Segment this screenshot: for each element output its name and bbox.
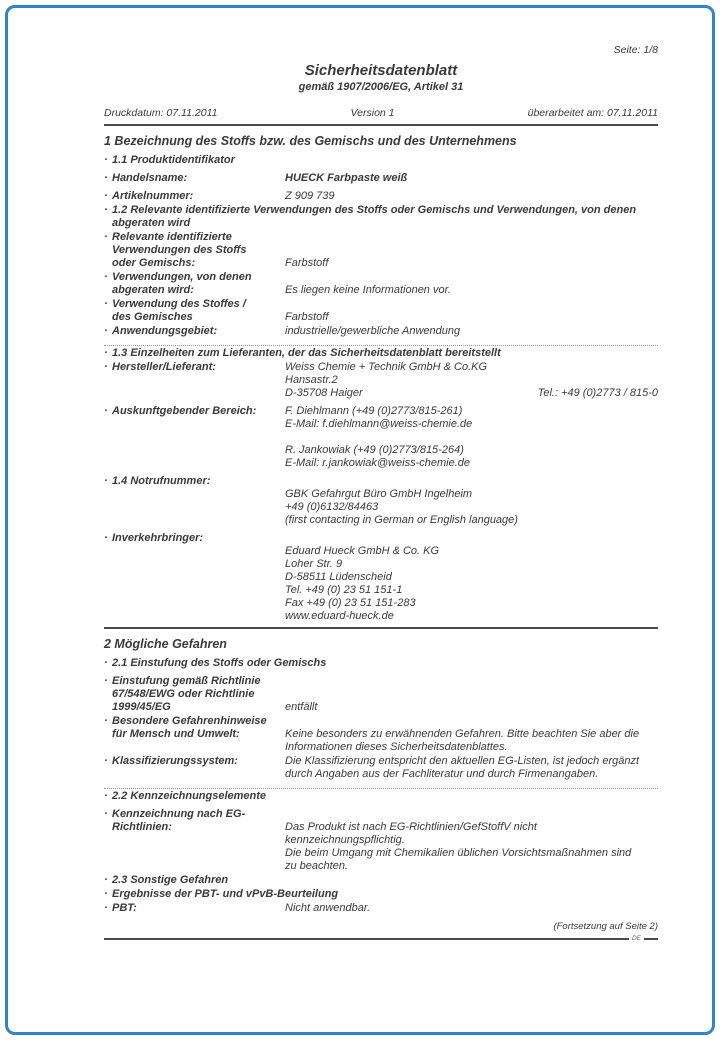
subsection-heading — [104, 790, 658, 803]
heading-text: 2.2 Kennzeichnungselemente — [112, 790, 267, 802]
kv-value-line: R. Jankowiak (+49 (0)2773/815-264) — [285, 444, 464, 456]
section-heading: 2 Mögliche Gefahren — [104, 637, 227, 651]
kv-label — [112, 715, 285, 754]
kv-value-line: Weiss Chemie + Technik GmbH & Co.KG — [285, 361, 488, 373]
kv-label-line: · Verwendung des Stoffes / — [112, 298, 246, 310]
kv-row — [104, 271, 658, 297]
kv-label-line: Richtlinien: — [112, 821, 172, 833]
kv-label — [112, 325, 285, 338]
kv-label-line: · Artikelnummer: — [112, 190, 194, 202]
right-note: Tel.: +49 (0)2773 / 815-0 — [537, 387, 658, 399]
kv-label-line: · Handelsname: — [112, 172, 188, 184]
kv-row — [104, 902, 658, 915]
kv-value-line: GBK Gefahrgut Büro GmbH Ingelheim — [285, 488, 473, 500]
kv-row — [104, 231, 658, 270]
kv-row — [104, 532, 658, 623]
kv-value-line: entfällt — [285, 701, 318, 713]
page-title: Sicherheitsdatenblatt — [304, 62, 458, 79]
kv-value-line: F. Diehlmann (+49 (0)2773/815-261) — [285, 405, 463, 417]
kv-label-line: 1999/45/EG — [112, 701, 171, 713]
kv-value-line: Die beim Umgang mit Chemikalien üblichen Vorsichtsmaßnahmen sind — [285, 847, 632, 859]
kv-value-line: Hansastr.2 — [285, 374, 338, 386]
kv-row — [104, 361, 658, 400]
section-heading: 1 Bezeichnung des Stoffs bzw. des Gemischs und des Unternehmens — [104, 134, 517, 148]
kv-value-line — [285, 808, 658, 821]
kv-value-line: E-Mail: r.jankowiak@weiss-chemie.de — [285, 457, 470, 469]
footer-rule-end — [644, 938, 658, 940]
kv-label-line: · Klassifizierungssystem: — [112, 755, 238, 767]
kv-label — [112, 475, 285, 527]
kv-row — [104, 298, 658, 324]
kv-value-line — [285, 532, 658, 545]
kv-value-line: Nicht anwendbar. — [285, 902, 371, 914]
heading-text: 1.2 Relevante identifizierte Verwendungen des Stoffs oder Gemischs und Verwendungen, von denen abgeraten wird — [112, 204, 637, 229]
kv-label — [112, 361, 285, 400]
kv-label-line: · Auskunftgebender Bereich: — [112, 405, 257, 417]
kv-label — [112, 271, 285, 297]
header-rule — [104, 124, 658, 126]
kv-label — [112, 405, 285, 470]
kv-value-line — [285, 244, 658, 257]
kv-value — [285, 325, 658, 338]
section-divider-rule — [104, 627, 658, 629]
meta-row — [104, 107, 658, 120]
kv-label-line: · Einstufung gemäß Richtlinie — [112, 675, 261, 687]
kv-value-line: Farbstoff — [285, 257, 329, 269]
kv-label — [112, 172, 285, 185]
kv-row — [104, 405, 658, 470]
kv-value — [285, 231, 658, 270]
kv-value-line — [285, 475, 658, 488]
kv-value-line: Die Klassifizierung entspricht den aktuellen EG-Listen, ist jedoch ergänzt — [285, 755, 640, 767]
kv-value — [285, 271, 658, 297]
kv-value — [285, 808, 658, 873]
kv-label — [112, 298, 285, 324]
print-date: Druckdatum: 07.11.2011 — [104, 107, 218, 119]
kv-value-line — [285, 231, 658, 244]
kv-row — [104, 172, 658, 185]
kv-value-line: Farbstoff — [285, 311, 329, 323]
subsection-heading — [104, 657, 658, 670]
kv-row — [104, 475, 658, 527]
kv-value-line: Das Produkt ist nach EG-Richtlinien/GefStoffV nicht — [285, 821, 537, 833]
kv-value-line — [285, 715, 658, 728]
bold-paragraph — [104, 888, 658, 901]
kv-value — [285, 298, 658, 324]
subsection-heading — [104, 154, 658, 167]
kv-label-line: · Besondere Gefahrenhinweise — [112, 715, 267, 727]
sections-container — [104, 134, 658, 915]
kv-value — [285, 902, 658, 915]
kv-label — [112, 902, 285, 915]
kv-label — [112, 532, 285, 623]
kv-value-line — [285, 688, 658, 701]
kv-label-line: · Relevante identifizierte — [112, 231, 232, 243]
kv-row — [104, 808, 658, 873]
heading-text: 1.3 Einzelheiten zum Lieferanten, der das Sicherheitsdatenblatt bereitstellt — [112, 347, 501, 359]
kv-value-line: HUECK Farbpaste weiß — [285, 172, 408, 184]
bold-paragraph — [104, 347, 658, 360]
kv-row — [104, 715, 658, 754]
page-subtitle: gemäß 1907/2006/EG, Artikel 31 — [298, 81, 464, 93]
kv-row — [104, 325, 658, 338]
kv-label — [112, 231, 285, 270]
kv-label — [112, 755, 285, 781]
kv-value-line: industrielle/gewerbliche Anwendung — [285, 325, 461, 337]
heading-text: Ergebnisse der PBT- und vPvB-Beurteilung — [112, 888, 339, 900]
kv-value-line: Fax +49 (0) 23 51 151-283 — [285, 597, 416, 609]
kv-value-line: Keine besonders zu erwähnenden Gefahren. Bitte beachten Sie aber die — [285, 728, 640, 740]
version-label: Version 1 — [350, 107, 395, 119]
kv-value — [285, 675, 658, 714]
kv-label-line: · PBT: — [112, 902, 137, 914]
kv-value — [285, 532, 658, 623]
kv-value-line: zu beachten. — [285, 860, 348, 872]
kv-value-line — [285, 431, 658, 444]
bold-paragraph — [104, 204, 658, 230]
kv-value-line: www.eduard-hueck.de — [285, 610, 394, 622]
kv-value-line: Es liegen keine Informationen vor. — [285, 284, 451, 296]
kv-label-line: · Verwendungen, von denen — [112, 271, 252, 283]
footer-rule — [104, 935, 658, 942]
kv-label-line: abgeraten wird: — [112, 284, 194, 296]
kv-label-line: des Gemisches — [112, 311, 193, 323]
subsection-heading — [104, 874, 658, 887]
kv-label-line: · Anwendungsgebiet: — [112, 325, 218, 337]
kv-row — [104, 675, 658, 714]
heading-text: 1.1 Produktidentifikator — [112, 154, 235, 166]
kv-value-line: D-35708 Haiger — [285, 387, 363, 399]
kv-value — [285, 190, 658, 203]
kv-value — [285, 715, 658, 754]
kv-value-line: Loher Str. 9 — [285, 558, 343, 570]
kv-value-line: D-58511 Lüdenscheid — [285, 571, 392, 583]
heading-text: 2.3 Sonstige Gefahren — [112, 874, 229, 886]
kv-value-line: Eduard Hueck GmbH & Co. KG — [285, 545, 440, 557]
kv-value-line: durch Angaben aus der Fachliteratur und durch Firmenangaben. — [285, 768, 599, 780]
kv-label — [112, 190, 285, 203]
kv-value-line: kennzeichnungspflichtig. — [285, 834, 405, 846]
kv-value — [285, 172, 658, 185]
kv-value — [285, 755, 658, 781]
kv-label-line: · Hersteller/Lieferant: — [112, 361, 216, 373]
kv-value-line: (first contacting in German or English language) — [285, 514, 518, 526]
kv-value-line: E-Mail: f.diehlmann@weiss-chemie.de — [285, 418, 473, 430]
page-content — [104, 44, 658, 942]
kv-row — [104, 755, 658, 781]
footer-rule-line — [104, 938, 629, 940]
dotted-separator — [104, 345, 658, 346]
heading-text: 2.1 Einstufung des Stoffs oder Gemischs — [112, 657, 327, 669]
kv-value-line — [285, 675, 658, 688]
kv-label-line: · 1.4 Notrufnummer: — [112, 475, 211, 487]
kv-label-line: · Kennzeichnung nach EG- — [112, 808, 246, 820]
language-mark: DE — [631, 935, 641, 942]
kv-label — [112, 808, 285, 873]
kv-label-line: für Mensch und Umwelt: — [112, 728, 240, 740]
kv-value-line: Informationen dieses Sicherheitsdatenblattes. — [285, 741, 508, 753]
kv-value-line: Tel. +49 (0) 23 51 151-1 — [285, 584, 403, 596]
kv-value — [285, 405, 658, 470]
kv-label — [112, 675, 285, 714]
kv-label-line: · Inverkehrbringer: — [112, 532, 204, 544]
revised-date: überarbeitet am: 07.11.2011 — [527, 107, 658, 119]
kv-label-line: Verwendungen des Stoffs — [112, 244, 247, 256]
page-number: Seite: 1/8 — [613, 44, 658, 56]
kv-value-line — [285, 271, 658, 284]
kv-value-line: +49 (0)6132/84463 — [285, 501, 379, 513]
kv-label-line: oder Gemischs: — [112, 257, 196, 269]
dotted-separator — [104, 788, 658, 789]
kv-value-line: Z 909 739 — [285, 190, 335, 202]
continuation-note: (Fortsetzung auf Seite 2) — [553, 921, 658, 932]
kv-value — [285, 475, 658, 527]
kv-row — [104, 190, 658, 203]
kv-label-line: 67/548/EWG oder Richtlinie — [112, 688, 255, 700]
kv-value-line — [285, 298, 658, 311]
